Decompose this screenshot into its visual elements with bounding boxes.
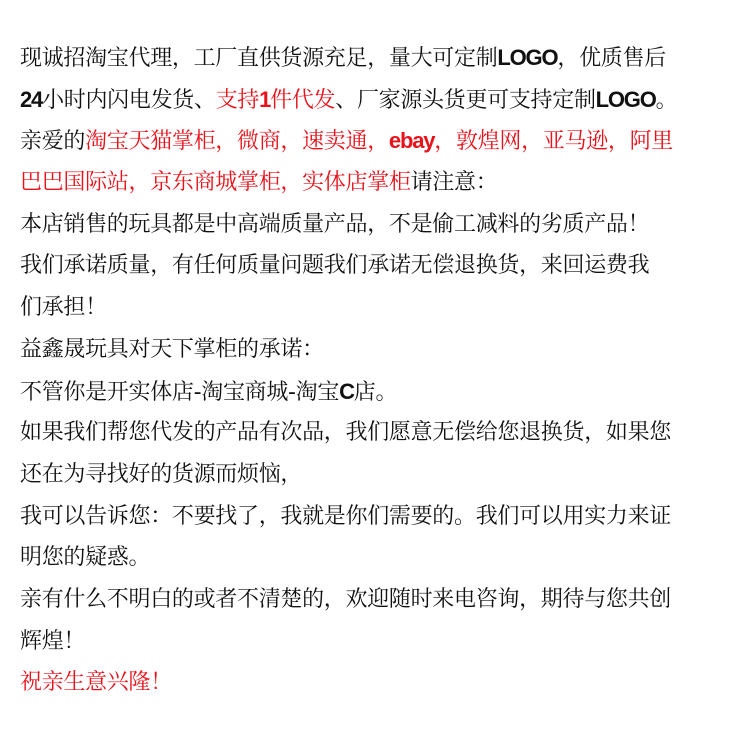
logo-text: LOGO bbox=[497, 45, 558, 70]
hours-number: 24 bbox=[20, 86, 43, 112]
text-segment: 辉煌！ bbox=[20, 628, 86, 654]
line-closing-wish bbox=[20, 662, 735, 704]
line-defect-return-continued bbox=[20, 454, 735, 496]
logo-text: LOGO bbox=[595, 86, 656, 112]
text-segment: 我可以告诉您：不要找了，我就是你们需要的。我们可以用实力来证 bbox=[20, 503, 672, 529]
text-segment: 小时内闪电发货、 bbox=[42, 87, 216, 113]
text-segment: 、厂家源头货更可支持定制 bbox=[335, 87, 596, 113]
highlight-number: 1 bbox=[259, 86, 271, 112]
ebay-text: ebay bbox=[388, 128, 435, 154]
line-quality-statement bbox=[20, 204, 735, 246]
text-segment: 明您的疑惑。 bbox=[20, 545, 151, 571]
text-segment: 不管你是开实体店-淘宝商城-淘宝 bbox=[20, 379, 340, 405]
text-segment: ，优质售后 bbox=[557, 46, 666, 71]
line-fast-shipping bbox=[20, 79, 735, 121]
text-segment: 们承担！ bbox=[20, 295, 107, 321]
text-segment: 请注意： bbox=[410, 170, 498, 196]
line-company-promise-heading bbox=[20, 329, 735, 371]
c-store-letter: C bbox=[339, 378, 354, 404]
line-we-are-what-you-need-continued bbox=[20, 537, 735, 579]
text-segment: 亲有什么不明白的或者不清楚的，欢迎随时来电咨询，期待与您共创 bbox=[20, 586, 672, 612]
highlight-text: 件代发 bbox=[270, 87, 336, 113]
highlight-text: 支持 bbox=[215, 87, 260, 113]
line-platforms-continued bbox=[20, 162, 735, 204]
text-segment: 。 bbox=[655, 87, 678, 113]
line-recruit-agents bbox=[20, 37, 735, 79]
line-we-are-what-you-need bbox=[20, 496, 735, 538]
text-segment: 还在为寻找好的货源而烦恼， bbox=[20, 461, 303, 487]
line-contact-invitation bbox=[20, 579, 735, 621]
line-store-types bbox=[20, 371, 735, 413]
line-platforms-greeting bbox=[20, 120, 735, 162]
closing-wish-text: 祝亲生意兴隆！ bbox=[20, 670, 172, 696]
text-segment: 现诚招淘宝代理，工厂直供货源充足，量大可定制 bbox=[20, 46, 498, 71]
text-segment: 店。 bbox=[353, 379, 398, 405]
text-segment: 亲爱的 bbox=[20, 129, 86, 155]
line-quality-promise bbox=[20, 245, 735, 287]
text-segment: 如果我们帮您代发的产品有次品，我们愿意无偿给您退换货，如果您 bbox=[20, 420, 672, 446]
text-segment: 本店销售的玩具都是中高端质量产品，不是偷工减料的劣质产品！ bbox=[20, 211, 650, 237]
line-contact-invitation-continued bbox=[20, 621, 735, 663]
platform-list: ，敦煌网，亚马逊，阿里 bbox=[434, 129, 673, 155]
line-quality-promise-continued bbox=[20, 287, 735, 329]
platform-list: 淘宝天猫掌柜，微商，速卖通， bbox=[85, 129, 389, 155]
text-segment: 益鑫晟玩具对天下掌柜的承诺： bbox=[20, 336, 324, 362]
platform-list: 巴巴国际站，京东商城掌柜，实体店掌柜 bbox=[20, 170, 411, 196]
text-segment: 我们承诺质量，有任何质量问题我们承诺无偿退换货，来回运费我 bbox=[20, 253, 650, 279]
line-defect-return bbox=[20, 412, 735, 454]
notice-document bbox=[20, 37, 735, 704]
